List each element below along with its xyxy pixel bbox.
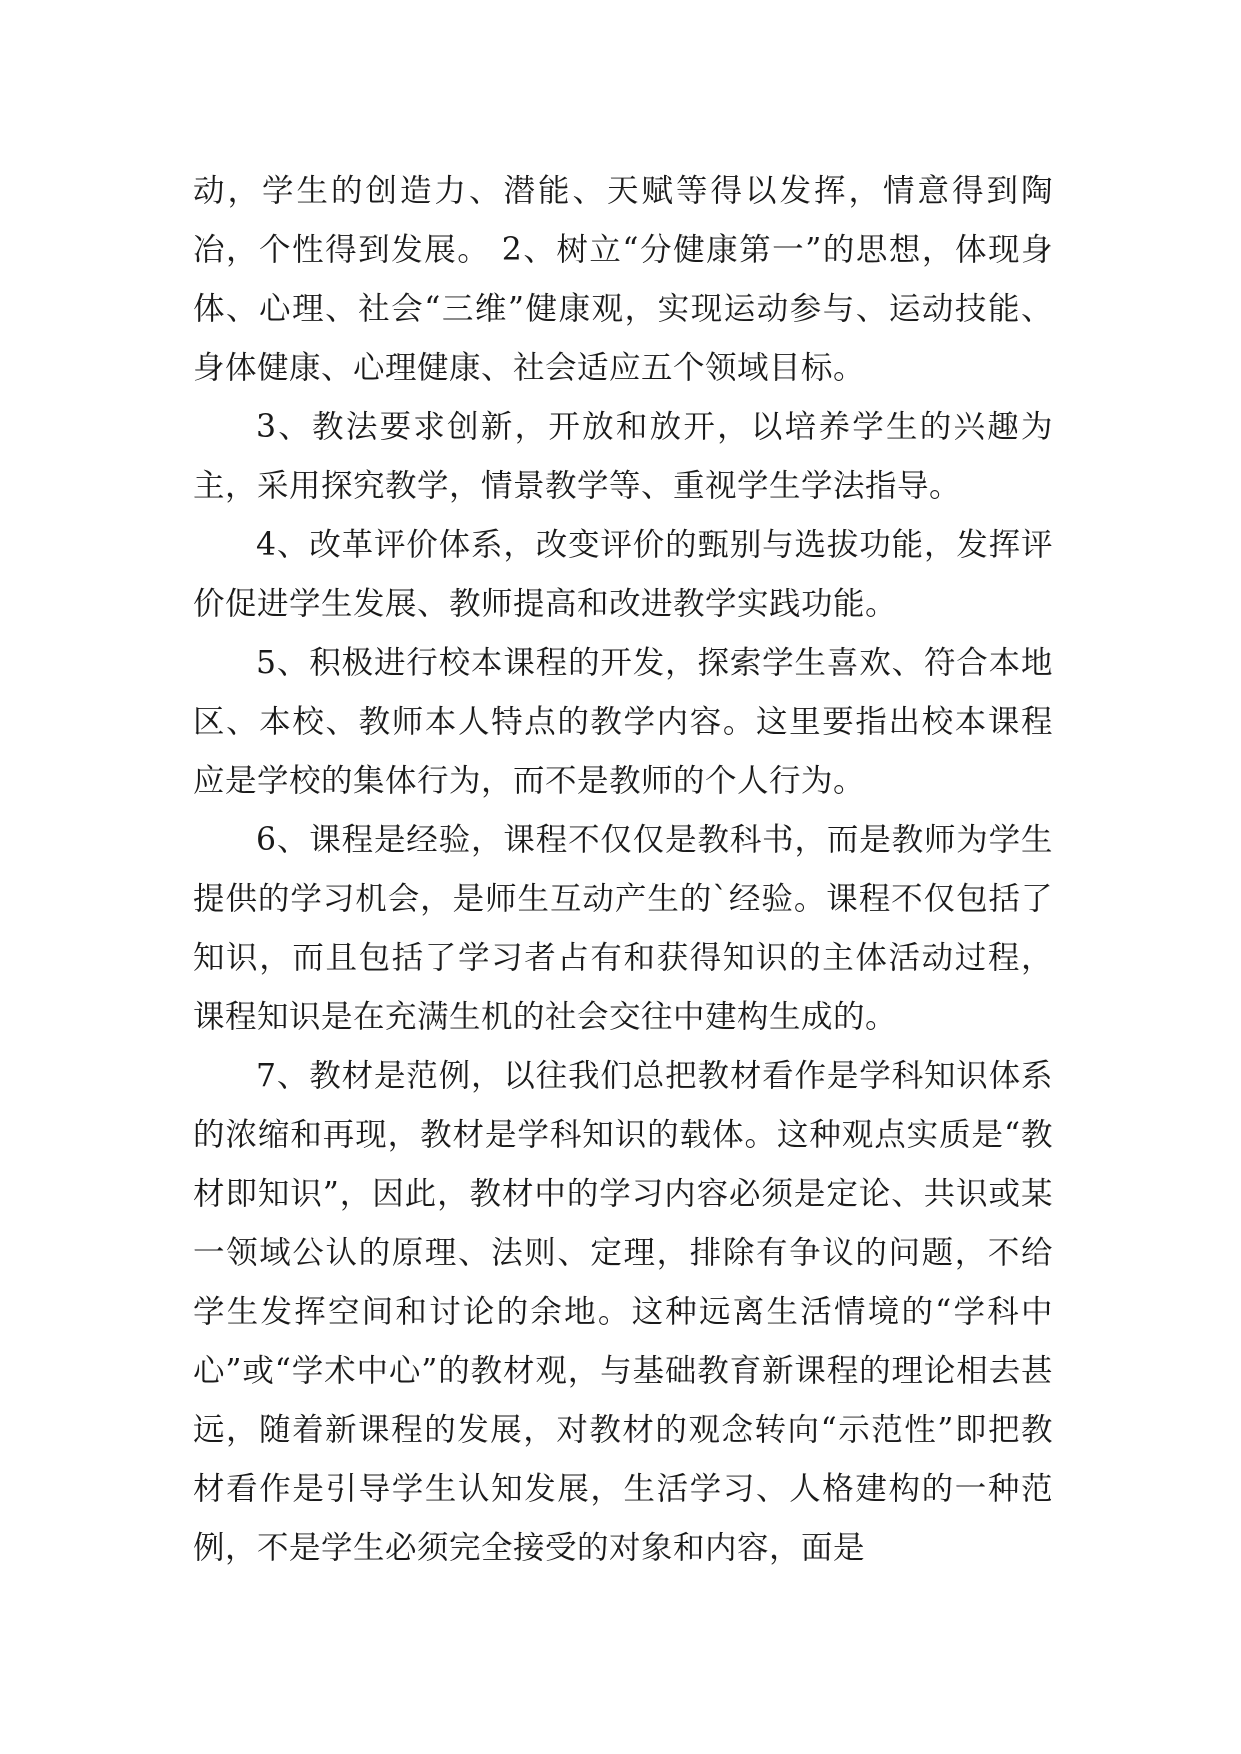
- paragraph-2: 3、教法要求创新，开放和放开，以培养学生的兴趣为主，采用探究教学，情景教学等、重视学生学法指导。: [193, 409, 1053, 504]
- paragraph-1: 动，学生的创造力、潜能、天赋等得以发挥，情意得到陶冶，个性得到发展。 2、树立“分健康第一”的思想，体现身体、心理、社会“三维”健康观，实现运动参与、运动技能、身体健康、心理健康、社会适应五个领域目标。: [193, 173, 1053, 386]
- paragraph-3: 4、改革评价体系，改变评价的甄别与选拔功能，发挥评价促进学生发展、教师提高和改进教学实践功能。: [193, 527, 1053, 622]
- paragraph-6: 7、教材是范例，以往我们总把教材看作是学科知识体系的浓缩和再现，教材是学科知识的载体。这种观点实质是“教材即知识”，因此，教材中的学习内容必须是定论、共识或某一领域公认的原理、法则、定理，排除有争议的问题，不给学生发挥空间和讨论的余地。这种远离生活情境的“学科中心”或“学术中心”的教材观，与基础教育新课程的理论相去甚远，随着新课程的发展，对教材的观念转向“示范性”即把教材看作是引导学生认知发展，生活学习、人格建构的一种范例，不是学生必须完全接受的对象和内容，面是: [193, 1058, 1053, 1566]
- paragraph-5: 6、课程是经验，课程不仅仅是教科书，而是教师为学生提供的学习机会，是师生互动产生的`经验。课程不仅包括了知识，而且包括了学习者占有和获得知识的主体活动过程，课程知识是在充满生机的社会交往中建构生成的。: [193, 822, 1053, 1035]
- paragraph-4: 5、积极进行校本课程的开发，探索学生喜欢、符合本地区、本校、教师本人特点的教学内容。这里要指出校本课程应是学校的集体行为，而不是教师的个人行为。: [193, 645, 1053, 799]
- document-body: [193, 162, 1053, 1578]
